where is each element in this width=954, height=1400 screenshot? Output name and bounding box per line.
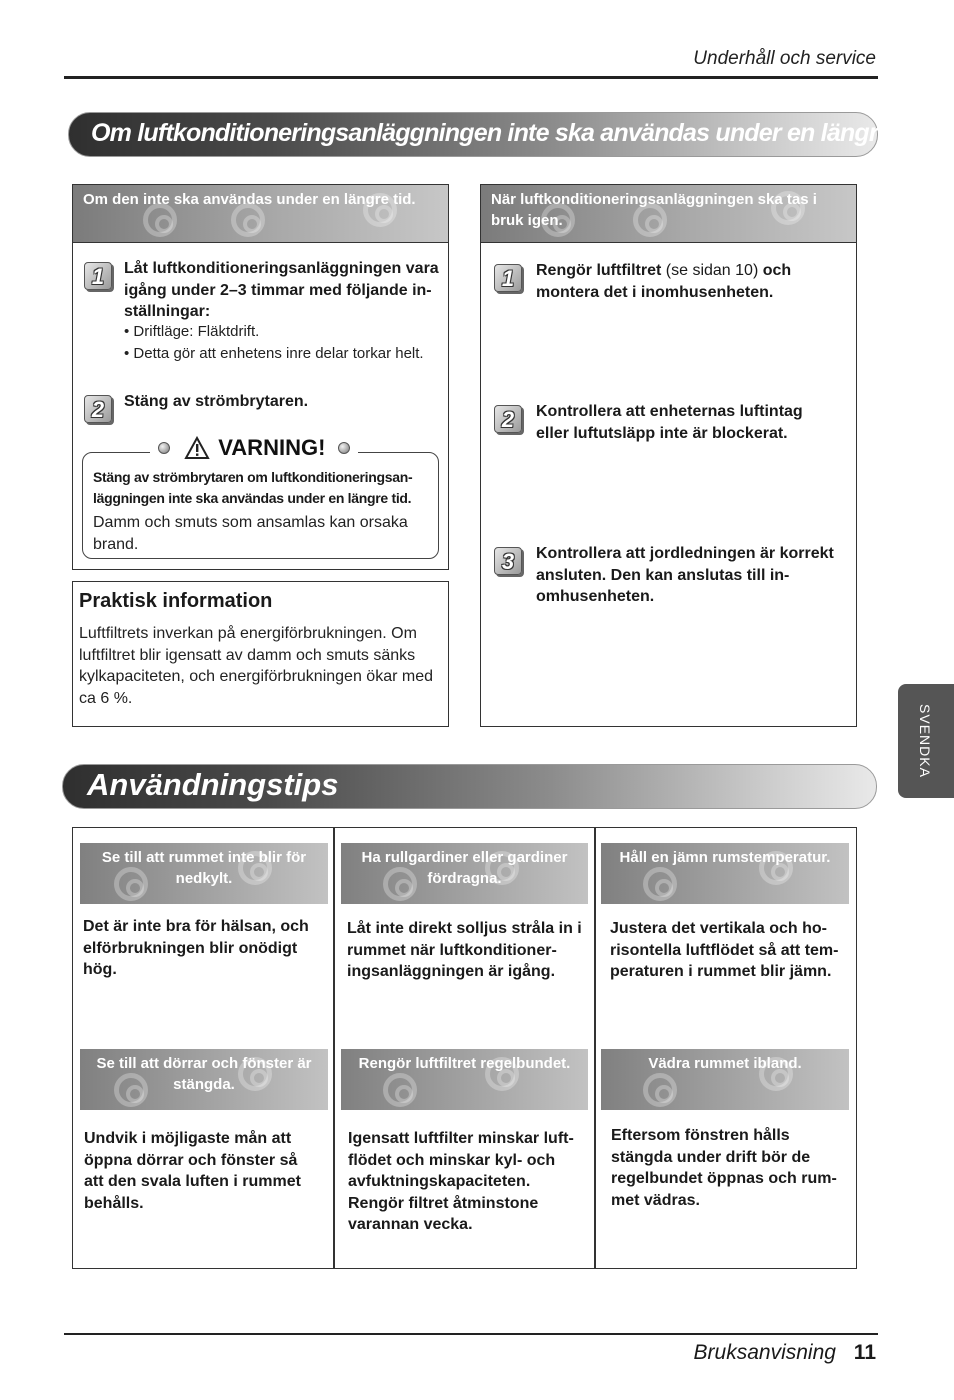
tip-text: Igensatt luftfilter minskar luft-flödet och minskar kyl- och avfuktningskapaciteten. Rengör filtret åtminstone varannan vecka. [348, 1130, 574, 1233]
practical-info-title: Praktisk information [79, 590, 273, 612]
section-header: Underhåll och service [693, 48, 876, 69]
dot-icon [338, 442, 350, 454]
step-number: 2 [494, 405, 522, 433]
step-text: Kontrollera att enheternas luftintag eller luftutsläpp inte är blockerat. [536, 403, 803, 442]
tip-heading-text: Se till att dörrar och fönster är stängda. [96, 1055, 312, 1093]
tip-heading [601, 1049, 849, 1110]
box-heading [481, 185, 856, 243]
header-rule [64, 76, 878, 79]
step-text: Kontrollera att jordledningen är korrekt ansluten. Den kan anslutas till in-omhusenheten. [536, 545, 834, 605]
step-text [536, 260, 841, 303]
bullet-item: • Detta gör att enhetens inre delar torkar helt. [124, 345, 424, 362]
tip-heading-text: Ha rullgardiner eller gardiner fördragna. [361, 849, 568, 887]
tip-text: Låt inte direkt solljus stråla in i rummet när luftkonditioner-ingsanläggningen är igång. [347, 920, 582, 980]
warning-text: Damm och smuts som ansamlas kan orsaka brand. [93, 514, 408, 553]
tip-heading [80, 1049, 328, 1110]
tip-heading [80, 843, 328, 904]
warning-bold-text: Stäng av strömbrytaren om luftkonditioneringsan-läggningen inte ska användas under en längre tid. [93, 469, 413, 506]
step-number: 1 [84, 262, 112, 290]
tip-text: Undvik i möjligaste mån att öppna dörrar och fönster så att den svala luften i rummet behålls. [84, 1130, 301, 1212]
banner-title: Om luftkonditioneringsanläggningen inte ska användas under en längre tid. [91, 119, 932, 147]
tip-heading-text: Håll en jämn rumstemperatur. [619, 849, 831, 866]
tips-banner-title: Användningstips [87, 767, 339, 802]
step-text-normal: (se sidan 10) [661, 262, 763, 279]
tip-heading-text: Rengör luftfiltret regelbundet. [358, 1055, 571, 1072]
section-banner [68, 112, 932, 157]
step-number: 3 [494, 547, 522, 575]
warning-title [150, 434, 358, 461]
step-number: 1 [494, 264, 522, 292]
practical-info-text: Luftfiltrets inverkan på energiförbrukningen. Om luftfiltret blir igensatt av damm och smuts sänks kylkapaciteten, och energiförbrukningen ökar med ca 6 %. [79, 625, 433, 707]
warning-triangle-icon [184, 436, 210, 460]
tip-text: Det är inte bra för hälsan, och elförbrukningen blir onödigt hög. [83, 918, 309, 978]
page-number: 11 [853, 1341, 876, 1364]
footer-label: Bruksanvisning [693, 1341, 836, 1364]
tip-text: Justera det vertikala och ho-risontella luftflödet så att tem-peraturen i rummet blir jämn. [610, 920, 839, 980]
tip-heading [601, 843, 849, 904]
tips-banner [62, 764, 877, 809]
step-text-bold: och montera det i inomhusenheten. [536, 262, 792, 301]
language-tab [898, 684, 954, 798]
step-text: Låt luftkonditioneringsanläggningen vara igång under 2–3 timmar med följande in-ställningar: [124, 260, 439, 320]
box-heading [73, 185, 448, 243]
tip-heading [341, 843, 588, 904]
warning-title-text: VARNING! [218, 435, 326, 461]
grid-divider [333, 827, 335, 1269]
step-number: 2 [84, 395, 112, 423]
tip-heading-text: Se till att rummet inte blir för nedkylt. [101, 849, 307, 887]
grid-divider [594, 827, 596, 1269]
bullet-item: • Driftläge: Fläktdrift. [124, 323, 260, 340]
step-text: Stäng av strömbrytaren. [124, 393, 309, 410]
language-tab-label: SVENDKA [917, 704, 933, 778]
footer-rule [64, 1333, 878, 1335]
tip-text: Eftersom fönstren hålls stängda under drift bör de regelbundet öppnas och rum-met vädras. [611, 1127, 837, 1209]
dot-icon [158, 442, 170, 454]
footer [694, 1341, 876, 1365]
tip-heading [341, 1049, 588, 1110]
box-heading-text: När luftkonditioneringsanläggningen ska tas i bruk igen. [491, 191, 817, 229]
box-heading-text: Om den inte ska användas under en längre tid. [83, 191, 416, 208]
tip-heading-text: Vädra rummet ibland. [648, 1055, 802, 1072]
step-text-bold: Rengör luftfiltret [536, 262, 662, 279]
